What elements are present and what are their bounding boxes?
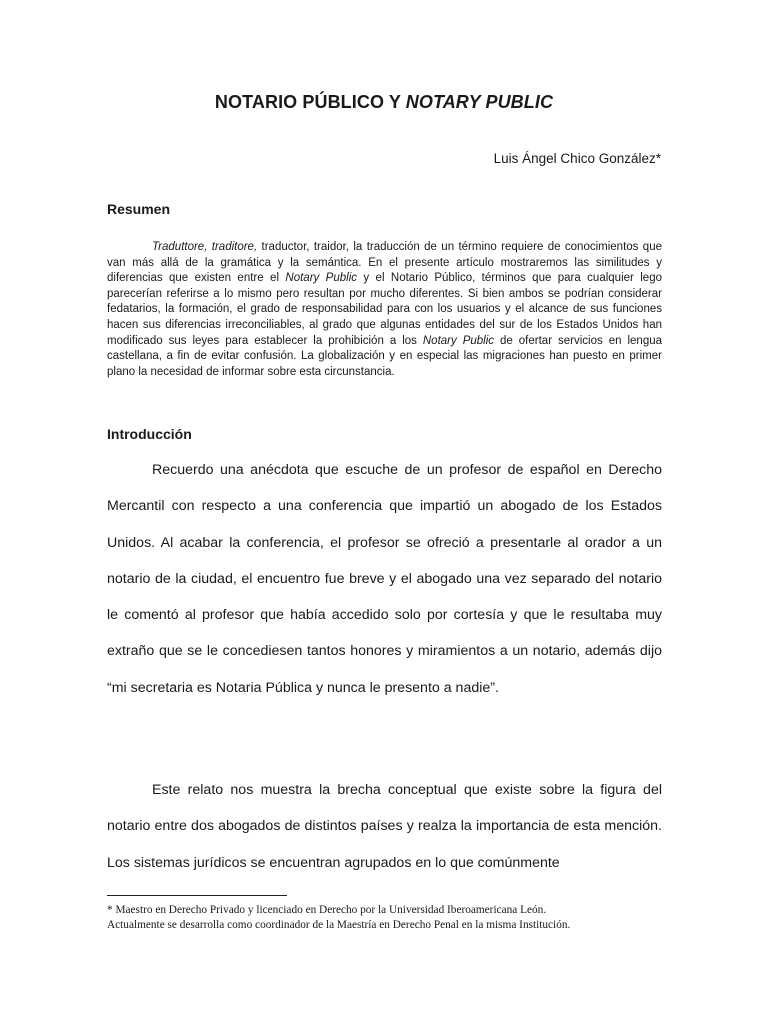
abstract-segment: Traduttore, traditore, [152, 241, 258, 253]
introduction-heading: Introducción [107, 426, 192, 442]
paper-title [0, 92, 768, 113]
abstract-segment: de ofertar servicios en lengua castellana, a fin de evitar confusión. La globalización y en especial las migraciones han puesto en primer plano la necesidad de informar sobre esta circunstancia. [107, 334, 663, 378]
abstract-text [107, 240, 662, 380]
abstract-heading: Resumen [107, 201, 171, 217]
abstract-segment: traductor, traidor, la traducción de un término requiere de conocimientos que van más allá de la gramática y la semántica. En el presente artículo mostraremos las similitudes y diferencias que existen entre el [107, 241, 662, 285]
title-main: NOTARIO PÚBLICO Y [214, 92, 406, 112]
paragraph-text: Recuerdo una anécdota que escuche de un profesor de español en Derecho Mercantil con respecto a una conferencia que impartió un abogado de los Estados Unidos. Al acabar la conferencia, el profesor se ofreció a presentarle al orador a un notario de la ciudad, el encuentro fue breve y el abogado una vez separado del notario le comentó al profesor que había accedido solo por cortesía y que le resultaba muy extraño que se le concediesen tantos honores y miramientos a un notario, además dijo “mi secretaria es Notaria Pública y nunca le presento a nadie”. [107, 462, 662, 696]
author-name: Luis Ángel Chico González* [493, 151, 661, 166]
footnote-divider [107, 895, 287, 896]
abstract-segment: Notary Public [422, 334, 495, 347]
abstract-segment: Notary Public [285, 272, 357, 285]
footnote [107, 903, 667, 933]
abstract-segment: y el Notario Público, términos que para cualquier lego parecerían referirse a lo mismo pero resultan por mucho diferentes. Si bien ambos se podrían considerar fedatarios, la formación, el grado de responsabilidad para con los usuarios y el alcance de sus funciones hacen sus diferencias irreconciliables, al grado que algunas entidades del sur de los Estados Unidos han modificado sus leyes para establecer la prohibición a los [107, 272, 662, 347]
footnote-line-2: Actualmente se desarrolla como coordinador de la Maestría en Derecho Penal en la misma Institución. [107, 919, 571, 931]
footnote-line-1: * Maestro en Derecho Privado y licenciado en Derecho por la Universidad Iberoamericana León. [107, 904, 547, 916]
title-italic: NOTARY PUBLIC [405, 92, 554, 112]
paragraph-text: Este relato nos muestra la brecha conceptual que existe sobre la figura del notario entre dos abogados de distintos países y realza la importancia de esta mención. Los sistemas jurídicos se encuentran agrupados en lo que comúnmente [107, 782, 662, 871]
introduction-paragraph-1 [107, 452, 662, 706]
introduction-paragraph-2 [107, 772, 662, 881]
